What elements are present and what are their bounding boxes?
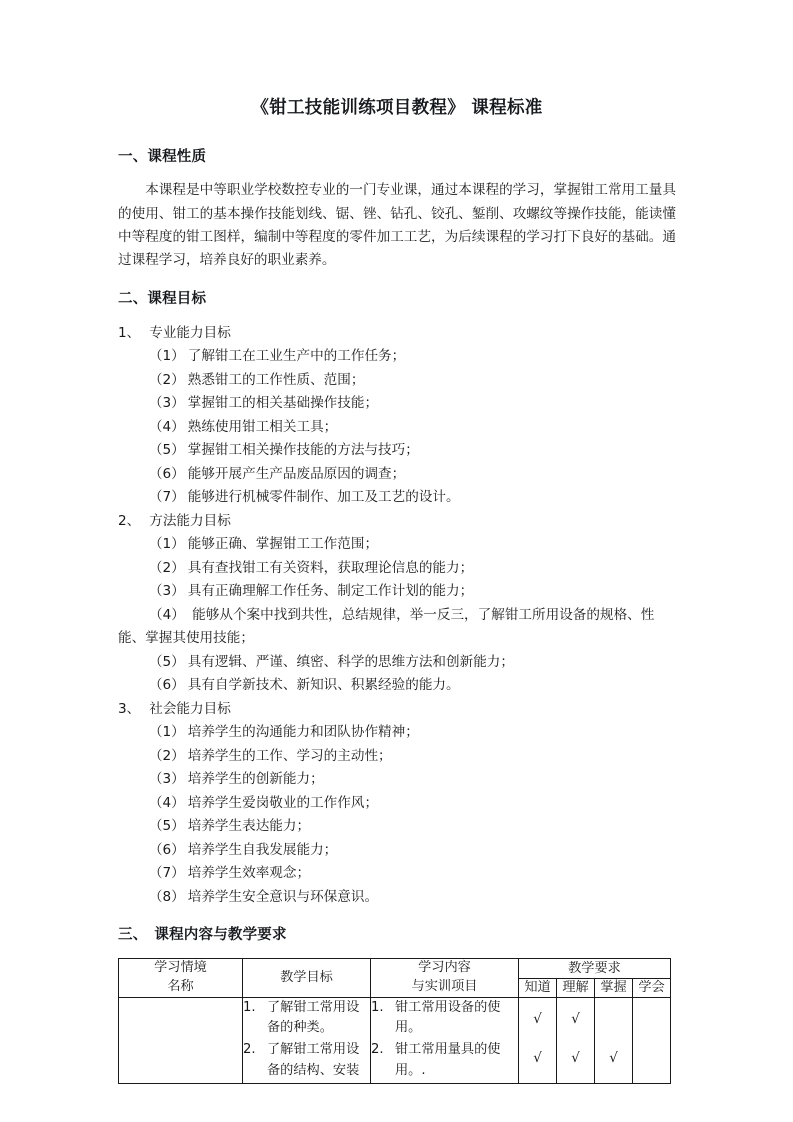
item-text: 培养学生的沟通能力和团队协作精神； bbox=[187, 724, 419, 741]
column-header-teaching-goal: 教学目标 bbox=[243, 959, 371, 997]
item-number: （5） bbox=[148, 442, 185, 459]
column-header-situation bbox=[119, 959, 243, 997]
objective-list-method bbox=[118, 533, 676, 698]
objective-group-label: 专业能力目标 bbox=[149, 324, 231, 341]
checkmark: √ bbox=[571, 1049, 580, 1066]
item-number: （7） bbox=[148, 489, 185, 506]
list-item bbox=[118, 580, 676, 604]
page-title: 《钳工技能训练项目教程》 课程标准 bbox=[251, 98, 543, 118]
list-item bbox=[243, 1040, 370, 1082]
item-text: 培养学生效率观念； bbox=[187, 865, 311, 882]
cell-teaching-goals bbox=[243, 997, 371, 1083]
objective-group-number: 2、 bbox=[118, 512, 141, 529]
table-header bbox=[119, 959, 671, 997]
item-number: （1） bbox=[148, 348, 185, 365]
item-text: 了解钳工常用设备的结构、安装 bbox=[267, 1042, 360, 1079]
list-item bbox=[118, 815, 676, 839]
item-number: （2） bbox=[148, 747, 185, 764]
content-line-1: 学习内容 bbox=[418, 960, 471, 976]
item-number: （5） bbox=[148, 818, 185, 835]
objective-group-label: 社会能力目标 bbox=[149, 700, 231, 717]
column-header-know: 知道 bbox=[519, 978, 557, 997]
item-text: 熟悉钳工的工作性质、范围； bbox=[187, 371, 365, 388]
column-header-master: 掌握 bbox=[595, 978, 633, 997]
section-heading-3 bbox=[118, 925, 676, 947]
list-item bbox=[118, 721, 676, 745]
checkmark bbox=[633, 1048, 670, 1072]
item-number: （3） bbox=[148, 583, 185, 600]
list-item bbox=[118, 439, 676, 463]
list-item bbox=[118, 792, 676, 816]
item-text: 具有正确理解工作任务、制定工作计划的能力； bbox=[187, 583, 474, 600]
section-title-1: 课程性质 bbox=[147, 148, 207, 165]
objective-group-number: 3、 bbox=[118, 700, 141, 717]
cell-learning-contents bbox=[371, 997, 519, 1083]
item-number: （1） bbox=[148, 536, 185, 553]
list-item bbox=[118, 486, 676, 510]
item-text: 熟练使用钳工相关工具； bbox=[187, 418, 338, 435]
table-body bbox=[119, 997, 671, 1083]
checkmark: √ bbox=[533, 1011, 542, 1028]
section-number-3: 三、 bbox=[118, 927, 148, 944]
list-item bbox=[371, 1040, 518, 1082]
checkmark: √ bbox=[533, 1049, 542, 1066]
list-item bbox=[118, 862, 676, 886]
item-text: 钳工常用量具的使用。. bbox=[395, 1042, 501, 1079]
objective-list-social bbox=[118, 721, 676, 909]
item-number: （2） bbox=[148, 371, 185, 388]
cell-situation-name bbox=[119, 997, 243, 1083]
item-number: （5） bbox=[148, 653, 185, 670]
course-nature-paragraph: 本课程是中等职业学校数控专业的一门专业课，通过本课程的学习，掌握钳工常用工量具的使用、钳工的基本操作技能划线、锯、锉、钻孔、铰孔、錾削、攻螺纹等操作技能，能读懂中等程度的钳工图样，编制中等程度的零件加工工艺，为后续课程的学习打下良好的基础。通过课程学习，培养良好的职业素养。 bbox=[118, 182, 676, 269]
item-number: （6） bbox=[148, 465, 185, 482]
item-text: 了解钳工在工业生产中的工作任务； bbox=[187, 348, 406, 365]
section-title-2: 课程目标 bbox=[147, 290, 207, 307]
check-stack-learn bbox=[633, 1009, 670, 1071]
checkmark bbox=[633, 1009, 670, 1033]
objective-group-professional bbox=[118, 322, 676, 510]
checkmark bbox=[595, 1009, 632, 1033]
list-item bbox=[118, 533, 676, 557]
section-number-2: 二、 bbox=[118, 290, 148, 307]
item-number: （4） bbox=[148, 418, 185, 435]
item-text: 掌握钳工相关操作技能的方法与技巧； bbox=[187, 442, 419, 459]
section-number-1: 一、 bbox=[118, 148, 148, 165]
item-number: （4） bbox=[149, 606, 185, 623]
item-number: （4） bbox=[148, 794, 185, 811]
item-text: 了解钳工常用设备的种类。 bbox=[267, 999, 360, 1036]
list-item bbox=[118, 886, 676, 910]
list-item bbox=[118, 674, 676, 698]
list-item bbox=[118, 651, 676, 675]
item-text: 培养学生安全意识与环保意识。 bbox=[187, 888, 379, 905]
list-item bbox=[371, 998, 518, 1040]
list-item bbox=[118, 416, 676, 440]
list-item bbox=[118, 768, 676, 792]
item-text: 具有自学新技术、新知识、积累经验的能力。 bbox=[187, 677, 460, 694]
item-text: 能够开展产生产品废品原因的调查； bbox=[187, 465, 406, 482]
table-row bbox=[119, 997, 671, 1083]
item-text: 钳工常用设备的使用。 bbox=[395, 999, 501, 1036]
item-number: 1. bbox=[243, 999, 256, 1015]
list-item bbox=[118, 463, 676, 487]
item-number: 1. bbox=[371, 999, 384, 1015]
item-text: 掌握钳工的相关基础操作技能； bbox=[187, 395, 379, 412]
cell-check-learn bbox=[633, 997, 671, 1083]
item-text: 培养学生的工作、学习的主动性； bbox=[187, 747, 392, 764]
item-number: （2） bbox=[148, 559, 185, 576]
item-number: 2. bbox=[371, 1042, 384, 1058]
item-number: （3） bbox=[148, 395, 185, 412]
objective-group-number: 1、 bbox=[118, 324, 141, 341]
section-heading-1 bbox=[118, 147, 676, 169]
list-item bbox=[118, 839, 676, 863]
course-content-table bbox=[118, 958, 671, 1084]
objective-list-professional bbox=[118, 345, 676, 510]
item-number: （3） bbox=[148, 771, 185, 788]
learning-content-list bbox=[371, 998, 518, 1082]
objective-group-title bbox=[118, 322, 676, 346]
situation-line-1: 学习情境 bbox=[154, 960, 207, 976]
column-header-teaching-requirements: 教学要求 bbox=[519, 959, 671, 979]
situation-line-2: 名称 bbox=[167, 978, 194, 994]
item-text: 能够正确、掌握钳工工作范围； bbox=[187, 536, 379, 553]
list-item bbox=[118, 557, 676, 581]
section-title-3: 课程内容与教学要求 bbox=[154, 927, 287, 944]
checkmark: √ bbox=[571, 1011, 580, 1028]
column-header-learning-content bbox=[371, 959, 519, 997]
column-header-learn: 学会 bbox=[633, 978, 671, 997]
item-number: 2. bbox=[243, 1042, 256, 1058]
section-heading-2 bbox=[118, 289, 676, 311]
objective-group-social bbox=[118, 698, 676, 910]
list-item bbox=[118, 345, 676, 369]
teaching-goal-list bbox=[243, 998, 370, 1082]
checkmark: √ bbox=[609, 1049, 618, 1066]
item-text: 能够进行机械零件制作、加工及工艺的设计。 bbox=[187, 489, 460, 506]
check-stack-master bbox=[595, 1009, 632, 1071]
item-text: 能够从个案中找到共性，总结规律，举一反三，了解钳工所用设备的规格、性能、掌握其使用技能； bbox=[118, 606, 655, 647]
item-text: 培养学生表达能力； bbox=[187, 818, 311, 835]
check-stack-know bbox=[519, 1009, 556, 1071]
list-item bbox=[118, 369, 676, 393]
cell-check-master bbox=[595, 997, 633, 1083]
list-item bbox=[118, 604, 676, 651]
item-number: （6） bbox=[148, 841, 185, 858]
column-header-understand: 理解 bbox=[557, 978, 595, 997]
page-content bbox=[118, 96, 676, 1084]
table-header-row-1 bbox=[119, 959, 671, 979]
cell-check-understand bbox=[557, 997, 595, 1083]
objective-group-method bbox=[118, 510, 676, 698]
content-line-2: 与实训项目 bbox=[411, 978, 478, 994]
cell-check-know bbox=[519, 997, 557, 1083]
item-text: 培养学生爱岗敬业的工作作风； bbox=[187, 794, 379, 811]
item-text: 具有逻辑、严谨、缜密、科学的思维方法和创新能力； bbox=[187, 653, 514, 670]
item-number: （6） bbox=[148, 677, 185, 694]
item-text: 具有查找钳工有关资料，获取理论信息的能力； bbox=[187, 559, 474, 576]
objective-group-title bbox=[118, 698, 676, 722]
course-content-table-wrapper bbox=[118, 958, 676, 1084]
item-number: （7） bbox=[148, 865, 185, 882]
item-number: （8） bbox=[148, 888, 185, 905]
objective-group-label: 方法能力目标 bbox=[149, 512, 231, 529]
item-number: （1） bbox=[148, 724, 185, 741]
objective-group-title bbox=[118, 510, 676, 534]
list-item bbox=[118, 392, 676, 416]
list-item bbox=[118, 745, 676, 769]
item-text: 培养学生自我发展能力； bbox=[187, 841, 338, 858]
check-stack-understand bbox=[557, 1009, 594, 1071]
item-text: 培养学生的创新能力； bbox=[187, 771, 324, 788]
list-item bbox=[243, 998, 370, 1040]
